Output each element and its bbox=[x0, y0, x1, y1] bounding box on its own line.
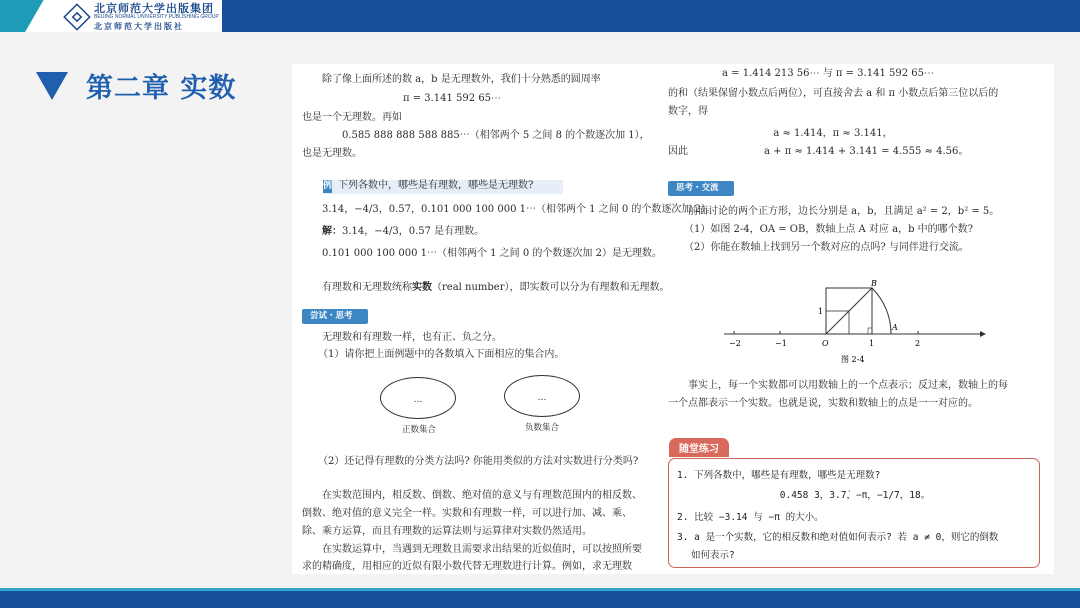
text-line: 也是无理数。 bbox=[302, 148, 362, 159]
pi-formula: π = 3.141 592 65⋯ bbox=[402, 93, 502, 104]
tick-label: 2 bbox=[915, 339, 921, 348]
negative-set-label: 负数集合 bbox=[524, 423, 559, 433]
practice-question: 1. 下列各数中，哪些是有理数，哪些是无理数? bbox=[677, 470, 881, 481]
practice-tag: 随堂练习 bbox=[669, 438, 729, 457]
formula-line: a + π ≈ 1.414 + 3.141 = 4.555 ≈ 4.56。 bbox=[764, 146, 969, 157]
text-line: 在实数运算中，当遇到无理数且需要求出结果的近似值时，可以按照所要 bbox=[322, 544, 642, 555]
triangle-down-icon bbox=[36, 72, 68, 100]
solution-line: 3.14，−4/3，0.57̇ 是有理数。 bbox=[342, 226, 485, 237]
definition-text: （real number），即实数可以分为有理数和无理数。 bbox=[432, 282, 670, 293]
text-line: 的和（结果保留小数点后两位），可直接舍去 a 和 π 小数点后第三位以后的 bbox=[668, 88, 999, 99]
right-angle-mark bbox=[868, 328, 872, 334]
textbook-page bbox=[292, 64, 1054, 574]
text-line: 一个点都表示一个实数。也就是说，实数和数轴上的点是一一对应的。 bbox=[668, 398, 978, 409]
number-line-figure bbox=[718, 276, 988, 366]
text-line: 因此 bbox=[668, 146, 688, 157]
text-line: 也是一个无理数。再如 bbox=[302, 112, 402, 123]
publisher-name: 北京师范大学出版集团 bbox=[94, 2, 214, 15]
text-line: 倒数、绝对值的意义完全一样。实数和有理数一样，可以进行加、减、乘、 bbox=[302, 508, 632, 519]
text-line: （2）还记得有理数的分类方法吗? 你能用类似的方法对实数进行分类吗? bbox=[318, 456, 639, 467]
footer-accent bbox=[0, 588, 1080, 591]
header-strip bbox=[222, 0, 1080, 32]
publisher-name-en: BEIJING NORMAL UNIVERSITY PUBLISHING GROUP bbox=[94, 14, 219, 20]
text-line: （1）如图 2-4，OA = OB，数轴上点 A 对应 a，b 中的哪个数? bbox=[684, 224, 974, 235]
practice-numbers: 0.458 3，3.7̇，−π，−1/7，18。 bbox=[779, 490, 931, 501]
think-exchange-tag: 思考・交流 bbox=[668, 181, 734, 196]
definition-text: 有理数和无理数统称 bbox=[322, 282, 412, 293]
solution-line: 0.101 000 100 000 1⋯（相邻两个 1 之间 0 的个数逐次加 2）是无理数。 bbox=[322, 248, 662, 259]
tick-label: 1 bbox=[869, 339, 875, 348]
example-numbers: 3.14，−4/3，0.57̇，0.101 000 100 000 1⋯（相邻两个 1 之间 0 的个数逐次加 2）。 bbox=[322, 204, 716, 215]
side-length-label: 1 bbox=[818, 307, 824, 316]
text-line: 除了像上面所述的数 a，b 是无理数外，我们十分熟悉的圆周率 bbox=[322, 74, 601, 85]
tick-label: O bbox=[822, 339, 829, 348]
publisher-logo bbox=[64, 3, 219, 30]
practice-question: 如何表示? bbox=[691, 550, 735, 561]
formula-line: a = 1.414 213 56⋯ 与 π = 3.141 592 65⋯ bbox=[722, 68, 934, 79]
positive-set-label: 正数集合 bbox=[401, 425, 436, 435]
axis-arrow-icon bbox=[980, 331, 986, 337]
definition-term: 实数 bbox=[412, 282, 432, 293]
example-question: 下列各数中，哪些是有理数，哪些是无理数? bbox=[338, 180, 534, 191]
publisher-logo-icon bbox=[63, 3, 91, 31]
tick-label: −1 bbox=[775, 339, 787, 348]
formula-line: a ≈ 1.414，π ≈ 3.141， bbox=[773, 128, 893, 139]
example-label: 例 bbox=[323, 181, 333, 191]
chapter-heading bbox=[36, 66, 236, 105]
press-name: 北京师范大学出版社 bbox=[94, 21, 184, 31]
text-line: 数字，得 bbox=[668, 106, 708, 117]
text-line: 在实数范围内，相反数、倒数、绝对值的意义与有理数范围内的相反数、 bbox=[322, 490, 642, 501]
solution-label: 解： bbox=[322, 226, 342, 237]
positive-set-oval: … bbox=[380, 377, 456, 419]
text-line: 无理数和有理数一样，也有正、负之分。 bbox=[322, 332, 502, 343]
point-a-label: A bbox=[892, 323, 898, 332]
text-line: 除、乘方运算，而且有理数的运算法则与运算律对实数仍然适用。 bbox=[302, 526, 592, 537]
header-band bbox=[0, 0, 1080, 32]
point-b-label: B bbox=[871, 279, 877, 288]
tick-label: −2 bbox=[729, 339, 741, 348]
chapter-title: 第二章 实数 bbox=[86, 73, 237, 104]
practice-question: 2. 比较 −3.14 与 −π 的大小。 bbox=[677, 512, 824, 523]
arc-ba bbox=[872, 288, 891, 334]
footer-band bbox=[0, 588, 1080, 608]
negative-set-oval: … bbox=[504, 375, 580, 417]
figure-caption: 图 2-4 bbox=[841, 355, 865, 364]
text-line: 事实上，每一个实数都可以用数轴上的一个点表示；反过来，数轴上的每 bbox=[688, 380, 1008, 391]
text-line: 前面讨论的两个正方形，边长分别是 a，b，且满足 a² = 2，b² = 5。 bbox=[688, 206, 1000, 217]
try-think-tag: 尝试・思考 bbox=[302, 309, 368, 324]
practice-question: 3. a 是一个实数，它的相反数和绝对值如何表示? 若 a ≠ 0，则它的倒数 bbox=[677, 532, 999, 543]
text-line: 0.585 888 888 588 885⋯（相邻两个 5 之间 8 的个数逐次加 1）， bbox=[342, 130, 650, 141]
header-accent bbox=[0, 0, 60, 32]
text-line: （2）你能在数轴上找到另一个数对应的点吗? 与同伴进行交流。 bbox=[684, 242, 969, 253]
practice-box bbox=[668, 458, 1040, 568]
text-line: 求的精确度，用相应的近似有限小数代替无理数进行计算。例如，求无理数 bbox=[302, 561, 632, 572]
text-line: （1）请你把上面例题中的各数填入下面相应的集合内。 bbox=[318, 349, 565, 360]
